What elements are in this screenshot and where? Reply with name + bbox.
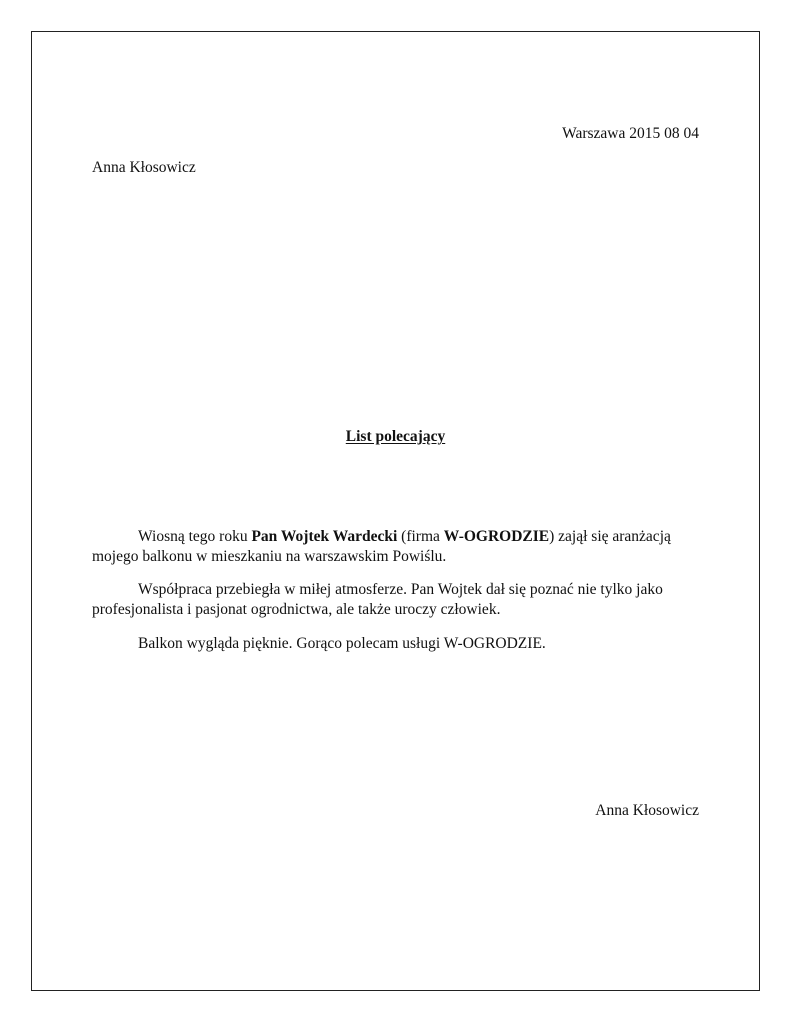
company-name: W-OGRODZIE bbox=[443, 528, 550, 545]
paragraph-2: Współpraca przebiegła w miłej atmosferze. Pan Wojtek dał się poznać nie tylko jako profesjonalista i pasjonat ogrodnictwa, ale także uroczy człowiek. bbox=[92, 581, 663, 618]
paragraph-1-text-b: (firma bbox=[397, 528, 444, 545]
paragraph-1 bbox=[92, 527, 702, 567]
paragraph-3: Balkon wygląda pięknie. Gorąco polecam usługi W-OGRODZIE. bbox=[138, 635, 546, 652]
place-and-date: Warszawa 2015 08 04 bbox=[562, 125, 699, 142]
sender-name: Anna Kłosowicz bbox=[92, 159, 196, 176]
recommended-person-name: Pan Wojtek Wardecki bbox=[251, 528, 398, 545]
letter-title: List polecający bbox=[345, 428, 446, 445]
paragraph-1-text-a: Wiosną tego roku bbox=[138, 528, 252, 545]
paragraph-1-text-c: ) zajął się aranżacją mojego balkonu w mieszkaniu na warszawskim Powiślu. bbox=[92, 528, 671, 565]
signature: Anna Kłosowicz bbox=[595, 802, 699, 819]
